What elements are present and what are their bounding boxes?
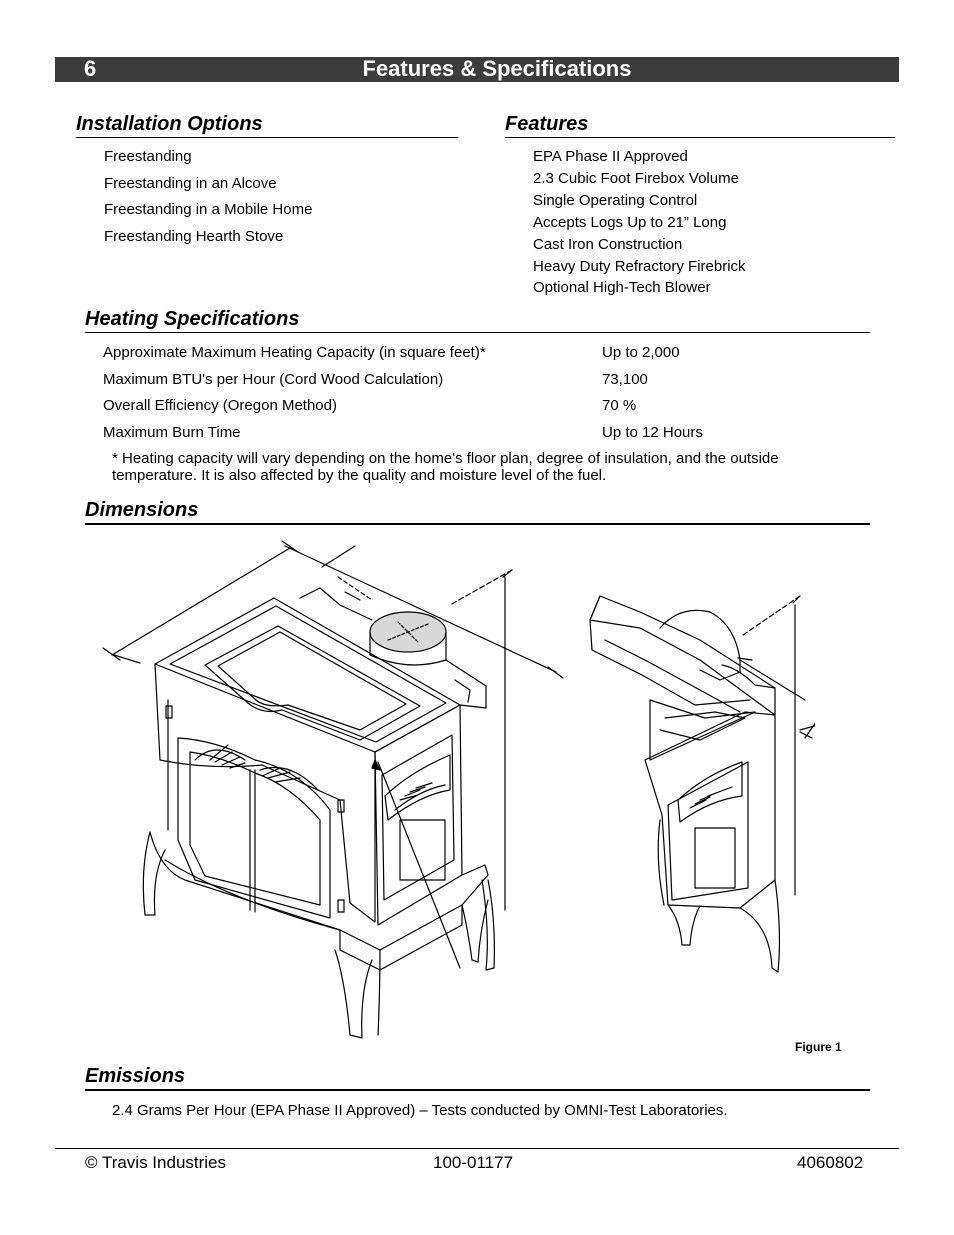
dimensions-heading: Dimensions: [85, 498, 870, 525]
heating-specifications-heading: Heating Specifications: [85, 307, 870, 333]
page-number: 6: [84, 56, 97, 81]
list-item: Freestanding: [104, 148, 192, 165]
footer-company: © Travis Industries: [85, 1153, 227, 1172]
list-item: EPA Phase II Approved: [533, 148, 688, 165]
spec-value: 70 %: [602, 397, 637, 414]
list-item: 2.3 Cubic Foot Firebox Volume: [533, 169, 739, 187]
list-item: Freestanding Hearth Stove: [104, 228, 284, 246]
spec-label: Overall Efficiency (Oregon Method): [103, 397, 337, 414]
list-item: Freestanding in a Mobile Home: [104, 201, 313, 219]
features-list: [533, 146, 746, 299]
list-item: Heavy Duty Refractory Firebrick: [533, 257, 746, 275]
spec-value: Up to 12 Hours: [602, 424, 703, 441]
spec-label: Maximum Burn Time: [103, 424, 241, 441]
list-item: Single Operating Control: [533, 191, 698, 209]
list-item: Optional High-Tech Blower: [533, 279, 711, 297]
heating-capacity-note: [112, 450, 832, 484]
page-title: Features & Specifications: [362, 56, 632, 81]
stove-dimension-drawing: [95, 535, 815, 1045]
note-line: * Heating capacity will vary depending on the home's floor plan, degree of insulation, and the outside: [112, 450, 779, 467]
figure-caption: Figure 1: [795, 1040, 842, 1054]
footer-doc-number: 4060802: [797, 1153, 864, 1172]
footer-part-number: 100-01177: [433, 1153, 514, 1172]
emissions-heading: Emissions: [85, 1064, 870, 1091]
list-item: Freestanding in an Alcove: [104, 174, 277, 192]
installation-options-heading: Installation Options: [76, 112, 458, 138]
page-header-bar: [55, 57, 899, 82]
spec-label: Approximate Maximum Heating Capacity (in square feet)*: [103, 344, 486, 361]
spec-value: 73,100: [602, 371, 648, 388]
emissions-text: 2.4 Grams Per Hour (EPA Phase II Approved) – Tests conducted by OMNI-Test Laboratories.: [112, 1102, 728, 1119]
spec-label: Maximum BTU's per Hour (Cord Wood Calculation): [103, 371, 444, 388]
note-line: temperature. It is also affected by the quality and moisture level of the fuel.: [112, 467, 607, 484]
list-item: Accepts Logs Up to 21” Long: [533, 213, 727, 231]
footer-divider: [55, 1148, 899, 1149]
features-heading: Features: [505, 112, 895, 138]
spec-value: Up to 2,000: [602, 344, 680, 361]
list-item: Cast Iron Construction: [533, 235, 683, 253]
installation-options-list: [104, 144, 312, 251]
